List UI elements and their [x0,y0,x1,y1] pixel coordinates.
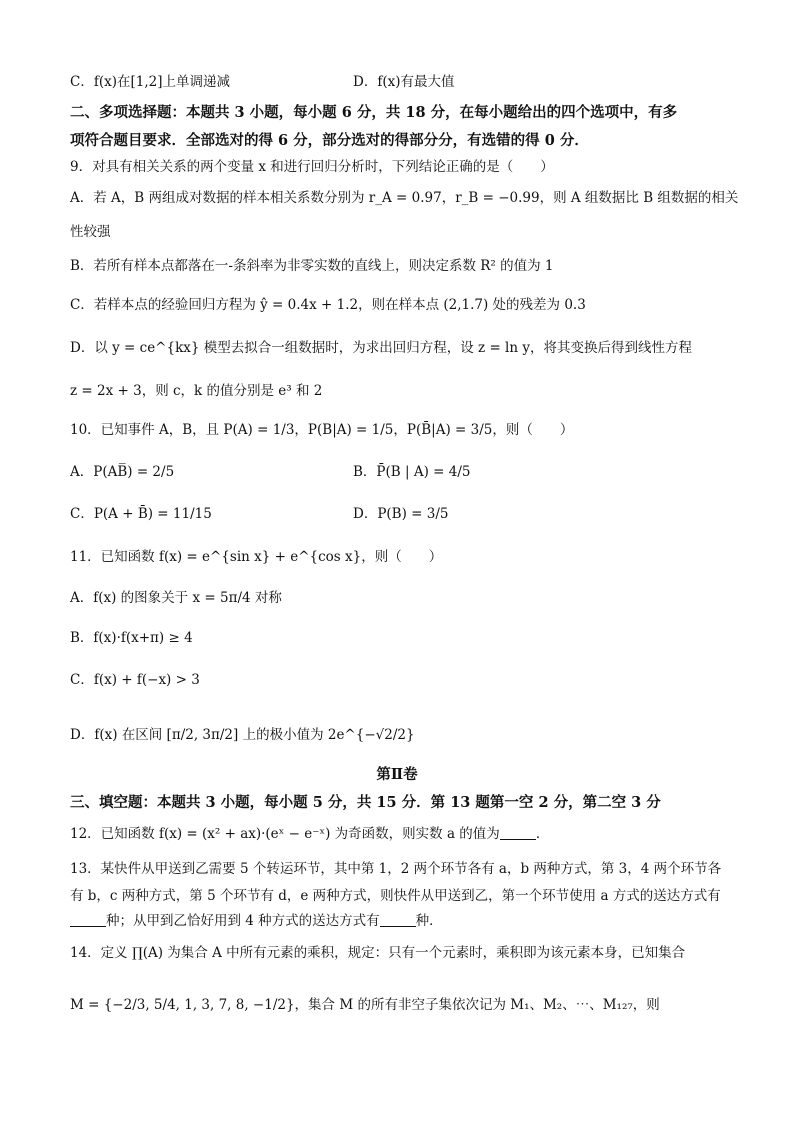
question-13-end: 种． [415,913,443,929]
question-12-text: 12．已知函数 f(x) = (x² + ax)·(eˣ − e⁻ˣ) 为奇函数，则实数 a 的值为 [70,826,500,842]
question-14-cont: M = {−2/3, 5/4, 1, 3, 7, 8, −1/2}，集合 M 的所有非空子集依次记为 M₁、M₂、⋯、M₁₂₇，则 [70,997,660,1013]
option-9d: D．以 y = ce^{kx} 模型去拟合一组数据时，为求出回归方程，设 z = ln y，将其变换后得到线性方程 [70,340,692,356]
question-13: 13．某快件从甲送到乙需要 5 个转运环节，其中第 1，2 两个环节各有 a，b 两种方式，第 3，4 两个环节各 [70,861,722,877]
option-9a-cont: 性较强 [70,224,111,240]
option-9b: B．若所有样本点都落在一-条斜率为非零实数的直线上，则决定系数 R² 的值为 1 [70,258,554,274]
question-13-blanks [70,911,443,931]
question-12-end: ． [535,826,550,842]
answer-blank-12 [500,826,536,840]
option-9c: C．若样本点的经验回归方程为 ŷ = 0.4x + 1.2，则在样本点 (2,1.7) 处的残差为 0.3 [70,297,586,313]
option-9a: A．若 A，B 两组成对数据的样本相关系数分别为 r_A = 0.97，r_B = −0.99，则 A 组数据比 B 组数据的相关 [70,190,739,206]
answer-blank-13b [380,913,416,927]
question-12 [70,824,549,844]
answer-blank-13a [70,913,106,927]
part-two-title: 第Ⅱ卷 [376,766,418,783]
section-heading-multiple-choice-cont: 项符合题目要求．全部选对的得 6 分，部分选对的得部分分，有选错的得 0 分． [70,132,589,149]
question-13-mid: 种；从甲到乙恰好用到 4 种方式的送达方式有 [106,913,380,929]
section-heading-multiple-choice: 二、多项选择题：本题共 3 小题，每小题 6 分，共 18 分，在每小题给出的四个选项中，有多 [70,104,678,121]
option-11b: B．f(x)·f(x+π) ≥ 4 [70,630,193,646]
question-14: 14．定义 ∏(A) 为集合 A 中所有元素的乘积，规定：只有一个元素时，乘积即为该元素本身，已知集合 [70,945,686,961]
question-11: 11．已知函数 f(x) = e^{sin x} + e^{cos x}，则（ ） [70,549,443,565]
option-9d-cont: z = 2x + 3，则 c，k 的值分别是 e³ 和 2 [70,383,323,399]
option-11c: C．f(x) + f(−x) > 3 [70,672,200,688]
question-9: 9．对具有相关关系的两个变量 x 和进行回归分析时，下列结论正确的是（ ） [70,159,554,175]
option-11d: D．f(x) 在区间 [π/2, 3π/2] 上的极小值为 2e^{−√2/2} [70,727,415,743]
option-8c: C．f(x)在[1,2]上单调递减 [70,74,230,90]
section-heading-fill-in: 三、填空题：本题共 3 小题，每小题 5 分，共 15 分．第 13 题第一空 2 分，第二空 3 分 [70,794,661,811]
option-10a: A．P(AB̅) = 2/5 [70,464,175,480]
question-10: 10．已知事件 A，B，且 P(A) = 1/3，P(B|A) = 1/5，P(B̄|A) = 3/5，则（ ） [70,422,574,438]
option-8d: D．f(x)有最大值 [353,74,455,90]
question-13-cont: 有 b，c 两种方式，第 5 个环节有 d，e 两种方式，则快件从甲送到乙，第一个环节使用 a 方式的送达方式有 [70,888,721,904]
option-10d: D．P(B) = 3/5 [353,506,449,522]
option-10c: C．P(A + B̄) = 11/15 [70,506,212,522]
option-11a: A．f(x) 的图象关于 x = 5π/4 对称 [70,590,282,606]
option-10b: B．P̄(B | A) = 4/5 [353,464,471,480]
